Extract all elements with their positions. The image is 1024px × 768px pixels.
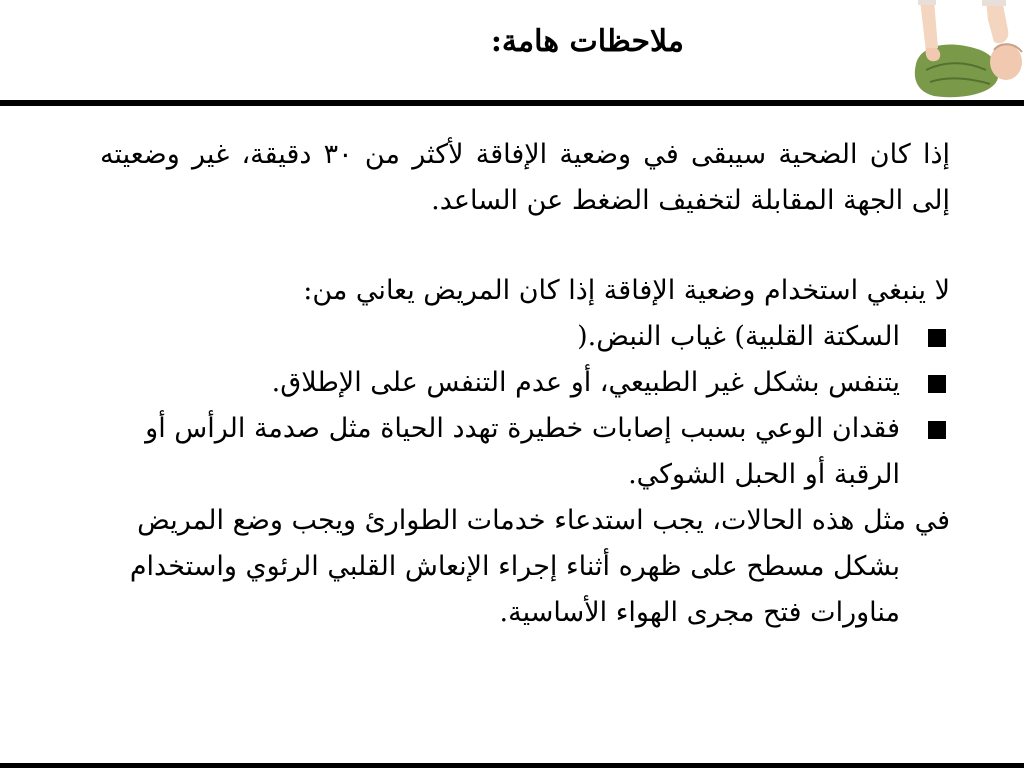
list-item: [100, 314, 950, 360]
square-bullet-icon: [928, 375, 946, 393]
closing-paragraph: في مثل هذه الحالات، يجب استدعاء خدمات الطوارئ ويجب وضع المريض بشكل مسطح على ظهره أثناء إجراء الإنعاش القلبي الرئوي واستخدام مناورات فتح مجرى الهواء الأساسية.: [129, 505, 950, 628]
list-item: [100, 406, 950, 498]
footer-divider: [0, 763, 1024, 768]
list-item-text: فقدان الوعي بسبب إصابات خطيرة تهدد الحياة مثل صدمة الرأس أو الرقبة أو الحبل الشوكي.: [145, 413, 900, 490]
list-item-text: يتنفس بشكل غير الطبيعي، أو عدم التنفس على الإطلاق.: [271, 367, 900, 398]
square-bullet-icon: [928, 329, 946, 347]
title-divider: [0, 100, 1024, 106]
contraindications-list: [100, 314, 950, 498]
square-bullet-icon: [928, 421, 946, 439]
list-item-text: السكتة القلبية) غياب النبض.(: [577, 321, 900, 352]
slide-body: [100, 132, 950, 636]
contraindications-intro: لا ينبغي استخدام وضعية الإفاقة إذا كان المريض يعاني من:: [303, 275, 950, 306]
cpr-recovery-position-illustration-icon: [890, 0, 1024, 104]
paragraph-recovery-duration: إذا كان الضحية سيبقى في وضعية الإفاقة لأكثر من ٣٠ دقيقة، غير وضعيته إلى الجهة المقابلة لتخفيف الضغط عن الساعد.: [100, 139, 950, 216]
list-item: [100, 360, 950, 406]
page-title: ملاحظات هامة:: [490, 24, 684, 59]
